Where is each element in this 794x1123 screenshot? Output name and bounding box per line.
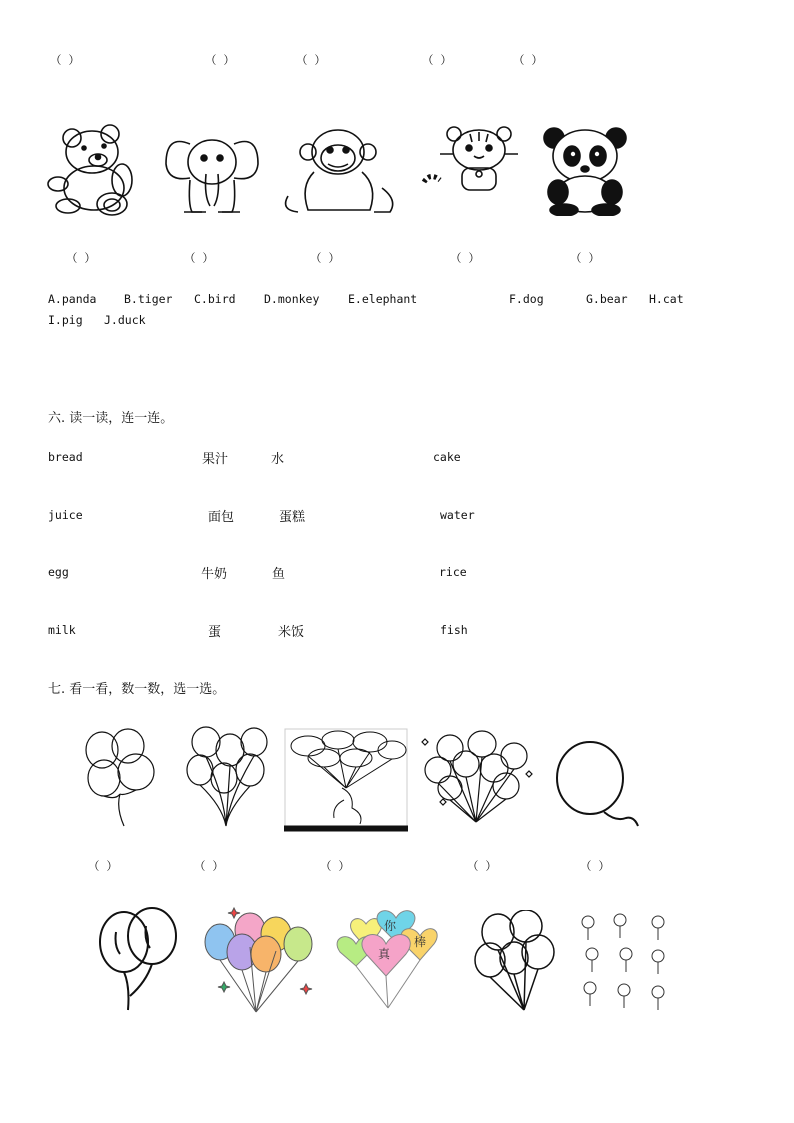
word-left: bread bbox=[48, 450, 83, 464]
balloon-picture bbox=[80, 728, 162, 828]
word-right: rice bbox=[439, 565, 467, 579]
word-chinese: 米饭 bbox=[278, 625, 305, 640]
balloon-picture bbox=[472, 910, 558, 1014]
answer-bracket: （ ） bbox=[320, 859, 350, 873]
answer-bracket: （ ） bbox=[467, 859, 497, 873]
section-7-title: 七. 看一看，数一数，选一选。 bbox=[48, 682, 226, 697]
option-label: D.monkey bbox=[264, 292, 320, 306]
flowers-picture bbox=[574, 908, 678, 1012]
word-left: egg bbox=[48, 565, 69, 579]
word-chinese: 鱼 bbox=[272, 567, 286, 582]
monkey-icon bbox=[278, 126, 400, 216]
heart-text: 棒 bbox=[414, 935, 427, 949]
word-right: cake bbox=[433, 450, 461, 464]
answer-bracket: （ ） bbox=[296, 53, 326, 67]
word-left: milk bbox=[48, 623, 76, 637]
balloon-picture bbox=[96, 906, 182, 1014]
heart-text: 你 bbox=[384, 919, 397, 933]
heart-balloon-picture bbox=[334, 904, 442, 1014]
balloon-picture bbox=[190, 904, 318, 1018]
tiger-icon bbox=[420, 124, 522, 194]
word-chinese: 果汁 bbox=[202, 452, 229, 467]
balloon-picture bbox=[552, 740, 642, 830]
option-label: E.elephant bbox=[348, 292, 418, 306]
answer-bracket: （ ） bbox=[570, 251, 600, 265]
option-label: H.cat bbox=[649, 292, 684, 306]
word-right: fish bbox=[440, 623, 468, 637]
option-label: B.tiger bbox=[124, 292, 173, 306]
word-chinese: 水 bbox=[271, 452, 285, 467]
answer-bracket: （ ） bbox=[184, 251, 214, 265]
answer-bracket: （ ） bbox=[310, 251, 340, 265]
word-chinese: 面包 bbox=[208, 510, 235, 525]
answer-bracket: （ ） bbox=[50, 53, 80, 67]
answer-bracket: （ ） bbox=[513, 53, 543, 67]
answer-bracket: （ ） bbox=[88, 859, 118, 873]
section-6-title: 六. 读一读，连一连。 bbox=[48, 411, 174, 426]
option-label: G.bear bbox=[586, 292, 628, 306]
answer-bracket: （ ） bbox=[66, 251, 96, 265]
word-left: juice bbox=[48, 508, 83, 522]
word-chinese: 蛋糕 bbox=[279, 510, 306, 525]
option-label: C.bird bbox=[194, 292, 236, 306]
answer-bracket: （ ） bbox=[422, 53, 452, 67]
word-chinese: 蛋 bbox=[208, 625, 222, 640]
option-label: F.dog bbox=[509, 292, 544, 306]
balloon-picture bbox=[418, 730, 534, 830]
option-label: A.panda bbox=[48, 292, 97, 306]
option-label: J.duck bbox=[104, 313, 146, 327]
answer-bracket: （ ） bbox=[205, 53, 235, 67]
bear-icon bbox=[46, 120, 144, 218]
answer-bracket: （ ） bbox=[194, 859, 224, 873]
word-right: water bbox=[440, 508, 475, 522]
heart-text: 真 bbox=[378, 947, 391, 961]
word-chinese: 牛奶 bbox=[201, 567, 228, 582]
answer-bracket: （ ） bbox=[450, 251, 480, 265]
answer-bracket: （ ） bbox=[580, 859, 610, 873]
panda-icon bbox=[536, 124, 634, 216]
elephant-icon bbox=[162, 134, 262, 216]
balloon-picture bbox=[184, 726, 270, 830]
balloon-picture bbox=[284, 728, 408, 832]
option-label: I.pig bbox=[48, 313, 83, 327]
